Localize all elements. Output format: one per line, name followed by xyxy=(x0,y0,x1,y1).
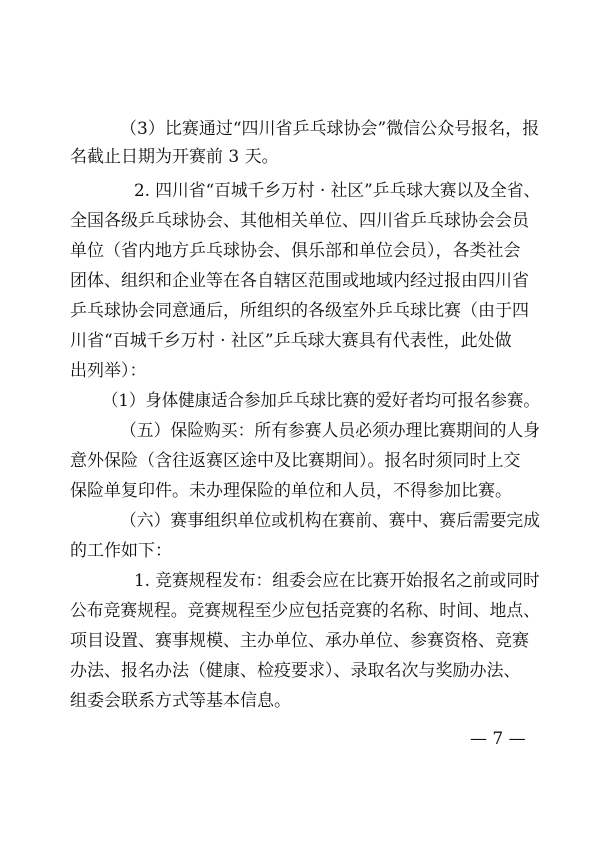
text-line: 公布竞赛规程。竞赛规程至少应包括竞赛的名称、时间、地点、 xyxy=(70,601,540,621)
text-line: 组委会联系方式等基本信息。 xyxy=(70,691,291,711)
text-line: 1. 竞赛规程发布：组委会应在比赛开始报名之前或同时 xyxy=(134,571,540,591)
text-line: 乒乓球协会同意通后，所组织的各级室外乒乓球比赛（由于四 xyxy=(70,301,529,321)
text-line: （3）比赛通过“四川省乒乓球协会”微信公众号报名，报 xyxy=(120,119,540,139)
text-line: 名截止日期为开赛前 3 天。 xyxy=(70,147,279,167)
text-line: 2. 四川省“百城千乡万村 · 社区”乒乓球大赛以及全省、 xyxy=(134,181,541,201)
text-line: 单位（省内地方乒乓球协会、俱乐部和单位会员），各类社会 xyxy=(70,241,521,261)
page-number: — 7 — xyxy=(470,729,526,749)
text-line: 意外保险（含往返赛区途中及比赛期间）。报名时须同时上交 xyxy=(70,451,521,471)
text-line: 的工作如下： xyxy=(70,541,172,561)
text-line: 项目设置、赛事规模、主办单位、承办单位、参赛资格、竞赛 xyxy=(70,631,529,651)
text-line: 川省“百城千乡万村 · 社区”乒乓球大赛具有代表性，此处做 xyxy=(70,331,512,351)
text-line: 出列举）： xyxy=(70,361,147,381)
text-line: 全国各级乒乓球协会、其他相关单位、四川省乒乓球协会会员 xyxy=(70,211,529,231)
text-line: （1）身体健康适合参加乒乓球比赛的爱好者均可报名参赛。 xyxy=(102,391,540,411)
text-line: （五）保险购买：所有参赛人员必须办理比赛期间的人身 xyxy=(120,421,540,441)
text-line: 办法、报名办法（健康、检疫要求）、录取名次与奖励办法、 xyxy=(70,661,521,681)
text-line: 团体、组织和企业等在各自辖区范围或地域内经过报由四川省 xyxy=(70,271,529,291)
text-line: 保险单复印件。未办理保险的单位和人员，不得参加比赛。 xyxy=(70,481,512,501)
text-line: （六）赛事组织单位或机构在赛前、赛中、赛后需要完成 xyxy=(120,511,540,531)
